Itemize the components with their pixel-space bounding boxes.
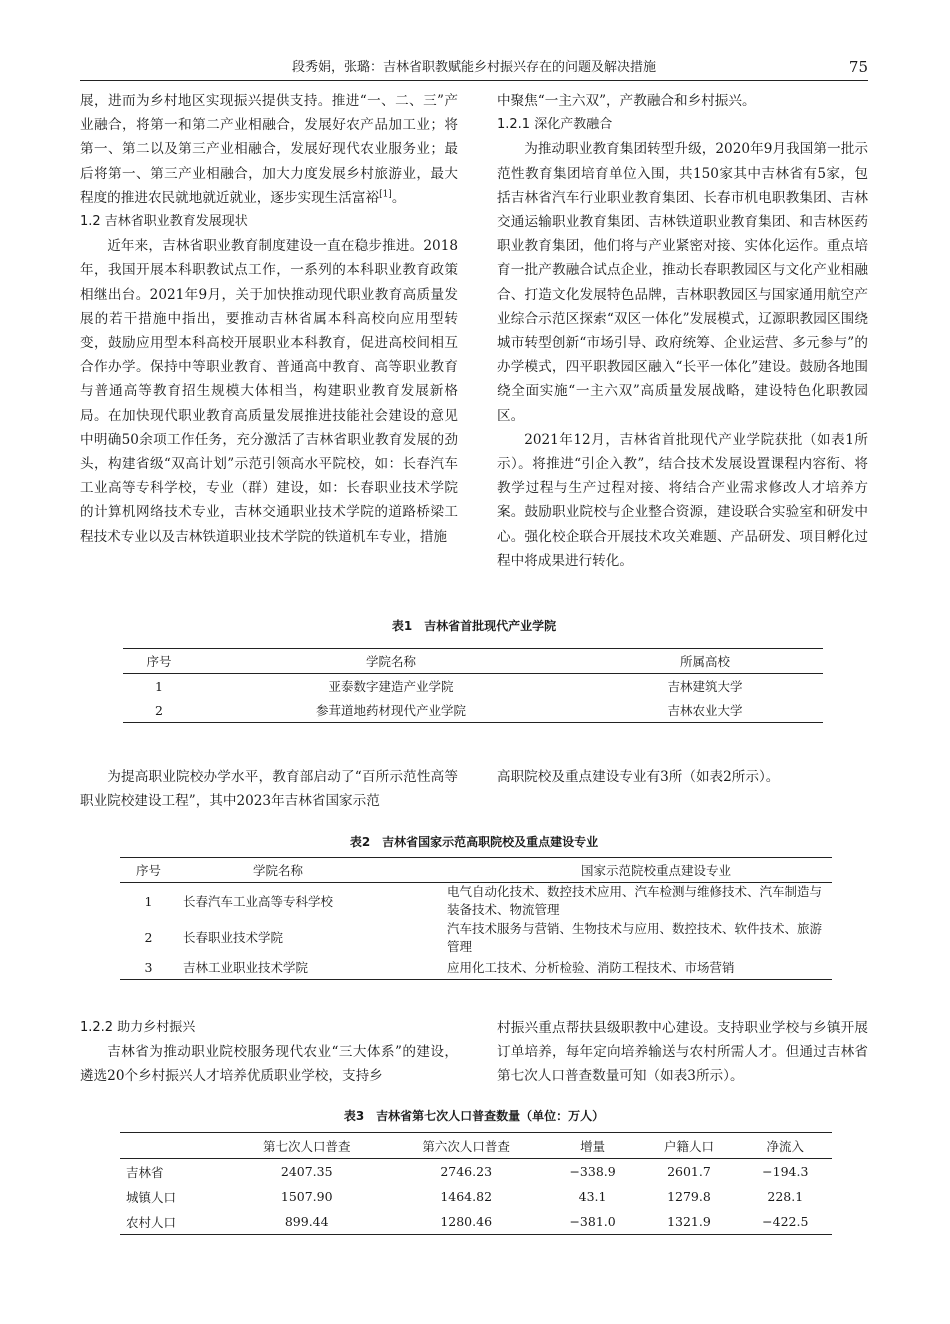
table-cell: 3 [120, 955, 177, 980]
table-cell: 1321.9 [639, 1209, 738, 1235]
table-cell: 电气自动化技术、数控技术应用、汽车检测与维修技术、汽车制造与装备技术、物流管理 [447, 884, 823, 917]
right-column-top [497, 89, 868, 573]
table-cell: 长春职业技术学院 [183, 930, 284, 945]
table3-header-cell: 净流入 [739, 1133, 832, 1159]
table-cell: 1464.82 [440, 1189, 493, 1204]
table-cell: 228.1 [767, 1189, 804, 1204]
citation-ref: [1] [379, 189, 392, 200]
table1 [123, 648, 823, 723]
table-cell: 吉林农业大学 [587, 698, 823, 723]
table-cell: 1507.90 [280, 1189, 333, 1204]
table3-caption: 表3 吉林省第七次人口普查数量（单位：万人） [343, 1109, 605, 1123]
table1-header-cell: 序号 [123, 649, 195, 674]
table-cell: 应用化工技术、分析检验、消防工程技术、市场营销 [441, 955, 832, 980]
table-cell: 吉林省 [126, 1164, 164, 1180]
table-cell: −422.5 [739, 1209, 832, 1235]
mid-right-text: 高职院校及重点建设专业有3所（如表2所示）。 [497, 769, 780, 785]
table-cell: 2 [123, 698, 195, 723]
table2-header-cell: 学院名称 [177, 858, 441, 883]
table3-header-cell: 第六次人口普查 [386, 1133, 545, 1159]
table-cell: 1280.46 [386, 1209, 545, 1235]
table-cell: 吉林工业职业技术学院 [177, 955, 441, 980]
running-title: 段秀娟，张璐：吉林省职教赋能乡村振兴存在的问题及解决措施 [291, 60, 656, 75]
table-row [123, 698, 823, 723]
table-cell: 亚泰数字建造产业学院 [328, 679, 454, 694]
table3-header-cell: 第七次人口普查 [227, 1133, 386, 1159]
section-heading-1-2-1: 1.2.1 深化产教融合 [497, 117, 613, 133]
table-row [123, 674, 823, 699]
paragraph-continued: 中聚焦“一主六双”，产教融合和乡村振兴。 [497, 93, 756, 109]
mid-left-text: 为提高职业院校办学水平，教育部启动了“百所示范性高等职业院校建设工程”，其中2023年吉林省国家示范 [80, 769, 458, 810]
table-cell: 2746.23 [440, 1164, 493, 1179]
table-cell: 1 [155, 678, 163, 694]
table-cell: 吉林建筑大学 [667, 679, 743, 694]
table2 [120, 857, 832, 980]
running-header [80, 50, 868, 81]
table2-header-row [120, 858, 832, 883]
table3-header-cell: 增量 [546, 1133, 639, 1159]
section-heading-1-2: 1.2 吉林省职业教育发展现状 [80, 214, 248, 230]
table-cell: 汽车技术服务与营销、生物技术与应用、数控技术、软件技术、旅游管理 [447, 921, 823, 954]
table-cell: 2601.7 [667, 1164, 711, 1179]
table-cell: −381.0 [546, 1209, 639, 1235]
table-row [120, 883, 832, 920]
paragraph-intro: 展，进而为乡村地区实现振兴提供支持。推进“一、二、三”产业融合，将第一和第二产业相融合，发展好农产品加工业；将第一、第二以及第三产业相融合，发展好现代农业服务业；最后将第一、第三产业相融合，加大力度发展乡村旅游业，最大程度的推进农民就地就近就业，逐步实现生活富裕[1]。 [80, 93, 458, 206]
table-cell: 参茸道地药材现代产业学院 [195, 698, 587, 723]
table-cell: −194.3 [762, 1164, 809, 1179]
table-cell: −338.9 [569, 1164, 616, 1179]
paragraph-1-2-1a: 为推动职业教育集团转型升级，2020年9月我国第一批示范性教育集团培育单位入围，共150家其中吉林省有5家，包括吉林省汽车行业职业教育集团、长春市机电职教集团、吉林交通运输职业教育集团、吉林铁道职业教育集团、和吉林医药职业教育集团，他们将与产业紧密对接、实体化运作。重点培育一批产教融合试点企业，推动长春职教园区与文化产业相融合、打造文化发展特色品牌，吉林职教园区与国家通用航空产业综合示范区探索“双区一体化”发展模式，辽源职教园区围绕城市转型创新“市场引导、政府统筹、企业运营、多元参与”的办学模式，四平职教园区融入“长平一体化”建设。鼓励各地围绕全面实施“一主六双”高质量发展战略，建设特色化职教园区。 [497, 141, 868, 424]
table-cell: 城镇人口 [126, 1189, 177, 1205]
table-row [120, 1159, 832, 1185]
table1-caption: 表1 吉林省首批现代产业学院 [391, 619, 557, 633]
section-heading-1-2-2: 1.2.2 助力乡村振兴 [80, 1020, 196, 1035]
table3-header-cell [120, 1133, 227, 1159]
table-row [120, 919, 832, 955]
bottom-right-text: 村振兴重点帮扶县级职教中心建设。支持职业学校与乡镇开展订单培养，每年定向培养输送与农村所需人才。但通过吉林省第七次人口普查数量可知（如表3所示）。 [497, 1020, 868, 1085]
table-cell: 1279.8 [667, 1189, 711, 1204]
table3-header-row [120, 1133, 832, 1159]
table3 [120, 1132, 832, 1235]
bottom-left-text: 1.2.2 助力乡村振兴 吉林省为推动职业院校服务现代农业“三大体系”的建设，遴选20个乡村振兴人才培养优质职业学校，支持乡 [80, 1016, 458, 1089]
table2-caption: 表2 吉林省国家示范高职院校及重点建设专业 [349, 835, 599, 849]
table-row [120, 1184, 832, 1209]
table-cell: 43.1 [578, 1189, 607, 1204]
page-number: 75 [848, 58, 868, 76]
table-cell: 长春汽车工业高等专科学校 [183, 894, 334, 909]
table-cell: 899.44 [227, 1209, 386, 1235]
table2-header-cell: 序号 [120, 858, 177, 883]
table1-header-row [123, 649, 823, 674]
table-cell: 2407.35 [280, 1164, 333, 1179]
table-row [120, 955, 832, 980]
table-row [120, 1209, 832, 1235]
paragraph-1-2: 近年来，吉林省职业教育制度建设一直在稳步推进。2018年，我国开展本科职教试点工作，一系列的本科职业教育政策相继出台。2021年9月，关于加快推动现代职业教育高质量发展的若干措施中指出，要推动吉林省属本科高校向应用型转变，鼓励应用型本科高校开展职业本科教育，促进高校间相互合作办学。保持中等职业教育、普通高中教育、高等职业教育与普通高等教育招生规模大体相当，构建职业教育发展新格局。在加快现代职业教育高质量发展推进技能社会建设的意见中明确50余项工作任务，充分激活了吉林省职业教育发展的劲头，构建省级“双高计划”示范引领高水平院校，如：长春汽车工业高等专科学校，专业（群）建设，如：长春职业技术学院的计算机网络技术专业，吉林交通职业技术学院的道路桥梁工程技术专业以及吉林铁道职业技术学院的铁道机车专业，措施 [80, 238, 458, 545]
table-cell: 农村人口 [120, 1209, 227, 1235]
table2-header-cell: 国家示范院校重点建设专业 [441, 858, 832, 883]
table1-header-cell: 学院名称 [195, 649, 587, 674]
paragraph-1-2-1b: 2021年12月，吉林省首批现代产业学院获批（如表1所示）。将推进“引企入教”，结合技术发展设置课程内容衔、将教学过程与生产过程对接、将结合产业需求修改人才培养方案。鼓励职业院校与企业整合资源，建设联合实验室和研发中心。强化校企联合开展技术攻关难题、产品研发、项目孵化过程中将成果进行转化。 [497, 431, 868, 569]
table1-header-cell: 所属高校 [587, 649, 823, 674]
left-column-top [80, 89, 458, 549]
table-cell: 1 [144, 893, 153, 909]
table-cell: 2 [144, 929, 153, 945]
table3-header-cell: 户籍人口 [639, 1133, 738, 1159]
